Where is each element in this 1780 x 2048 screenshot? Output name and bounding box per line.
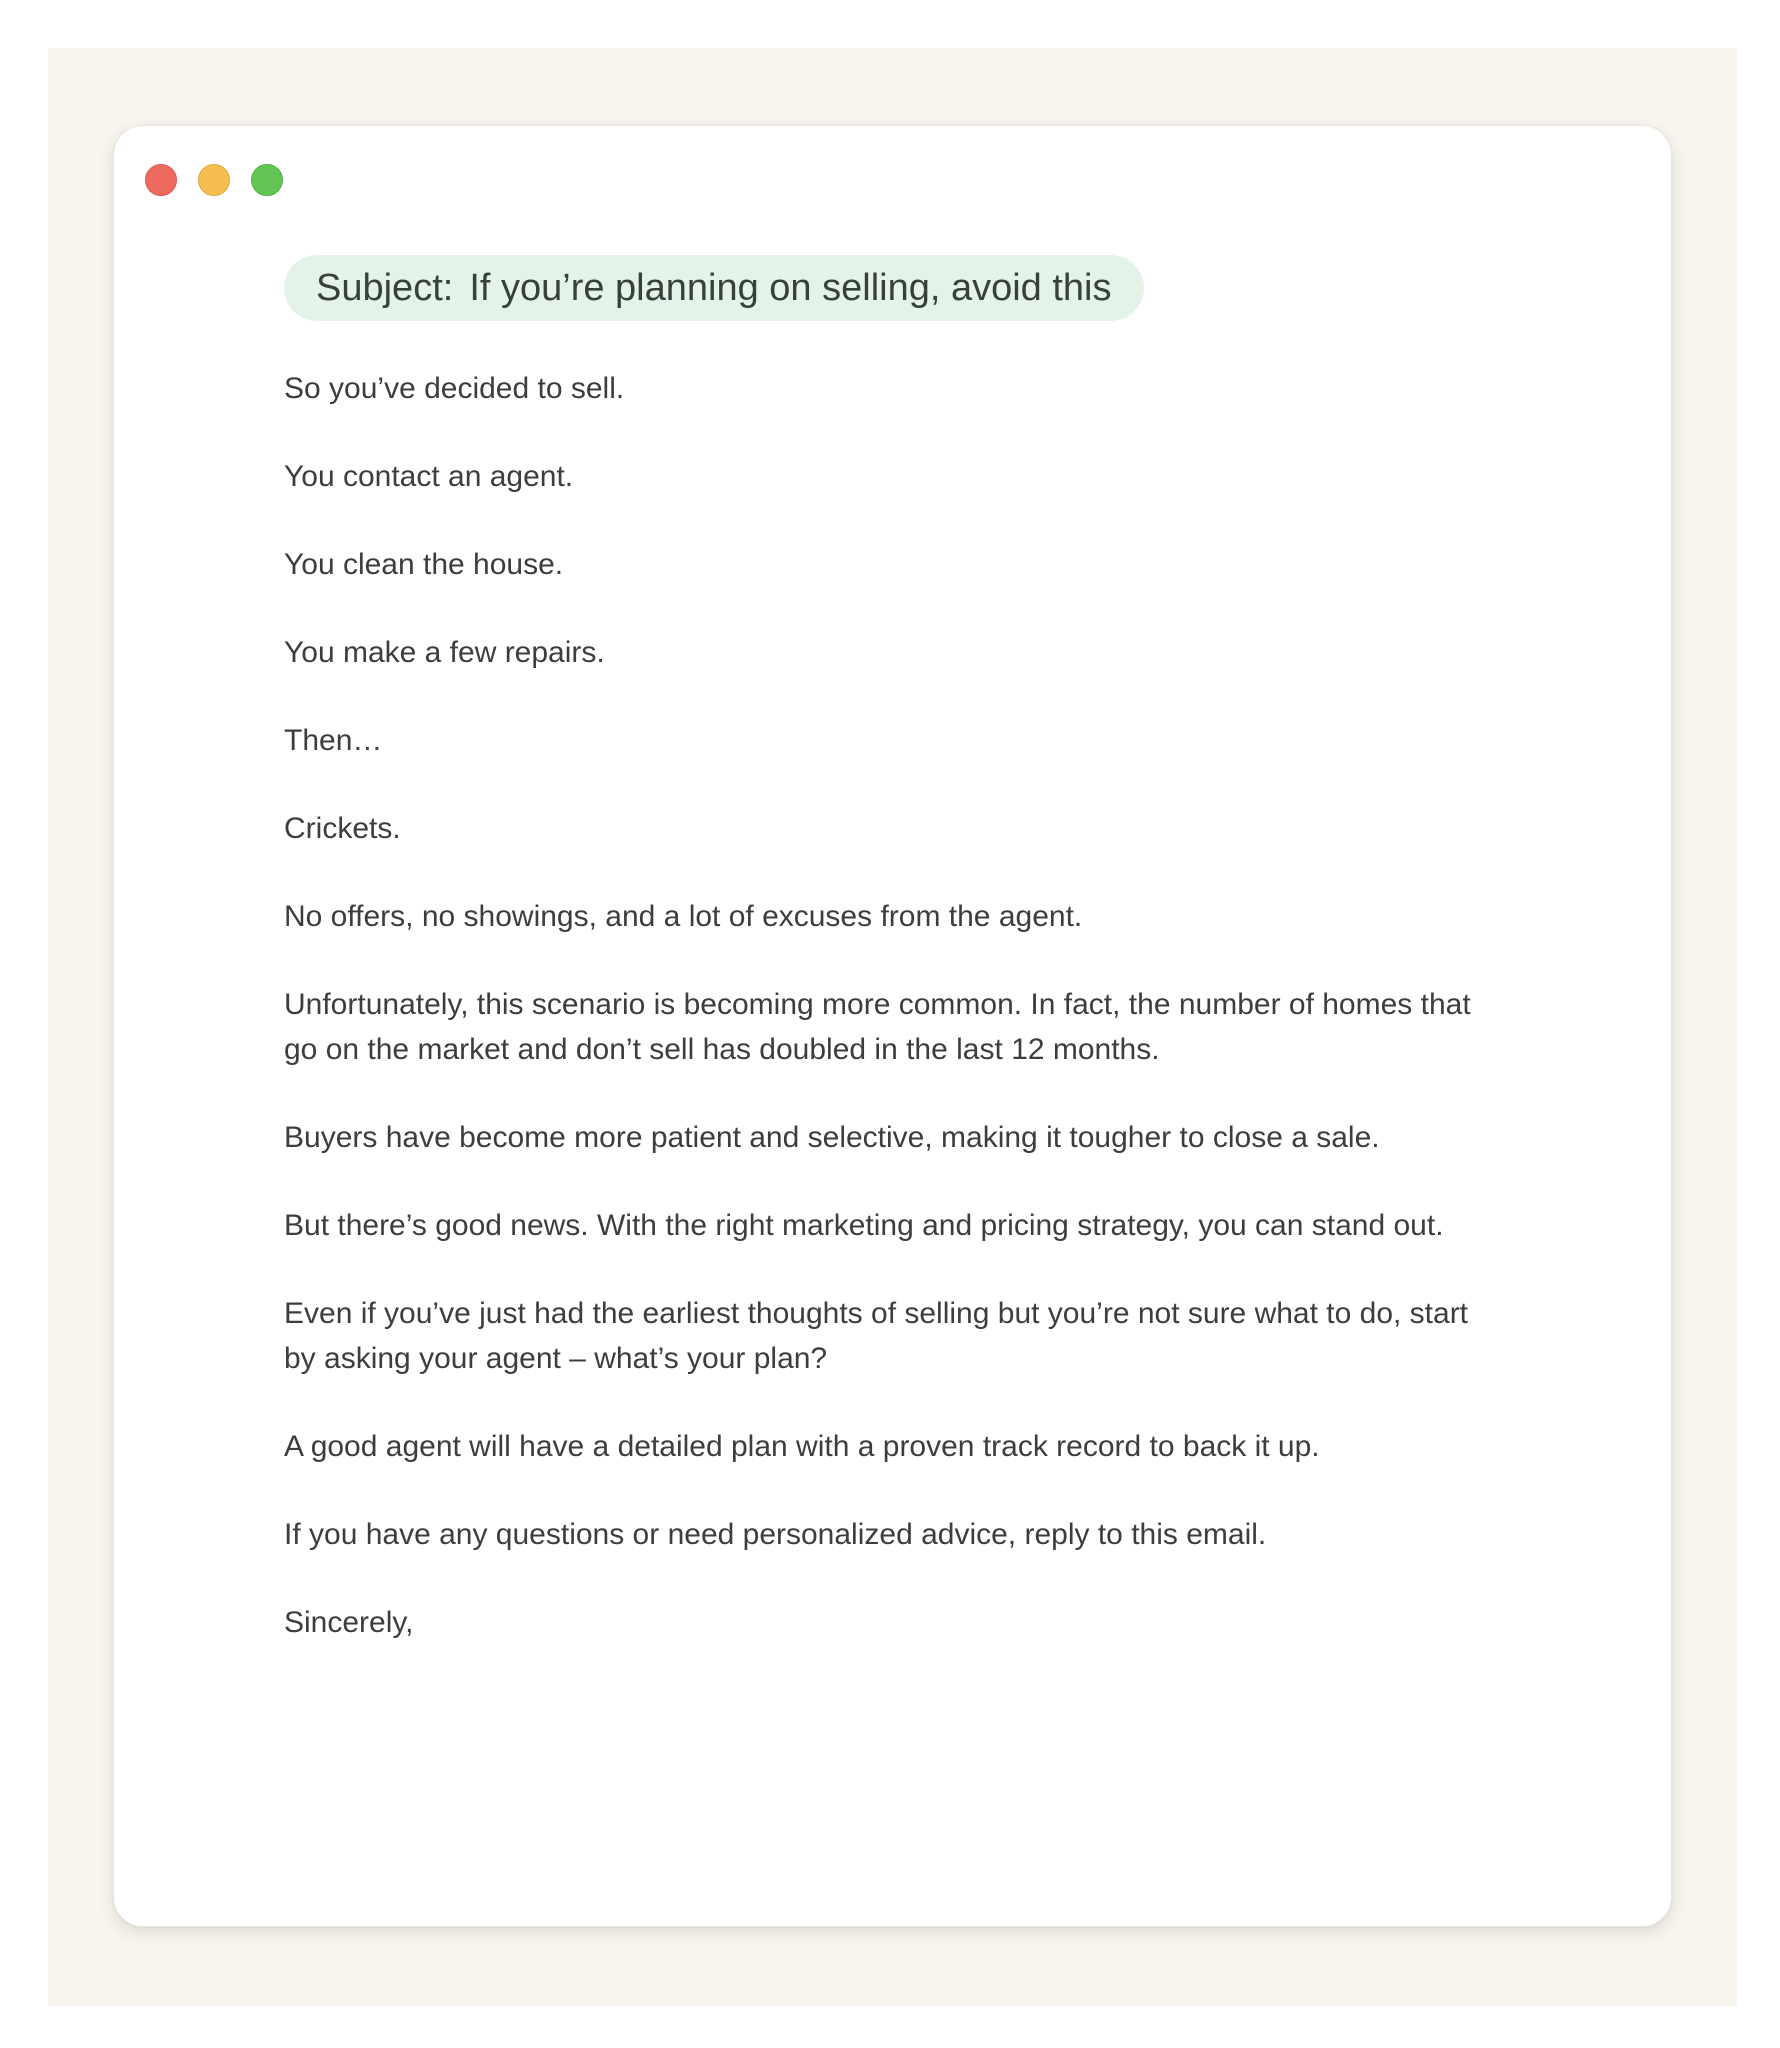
maximize-window-button[interactable] <box>251 164 283 196</box>
email-paragraph: Then… <box>284 724 383 757</box>
minimize-window-button[interactable] <box>198 164 230 196</box>
subject-line <box>284 255 1144 321</box>
email-signoff: Sincerely, <box>284 1606 414 1639</box>
email-body <box>284 366 1494 1688</box>
email-window <box>113 125 1672 1927</box>
subject-label: Subject: <box>316 266 454 309</box>
window-controls <box>145 164 283 196</box>
email-paragraph: Even if you’ve just had the earliest thoughts of selling but you’re not sure what to do, start by asking your agent – what’s your plan? <box>284 1297 1469 1375</box>
email-paragraph: You contact an agent. <box>284 460 574 493</box>
email-paragraph: You clean the house. <box>284 548 564 581</box>
email-paragraph: If you have any questions or need personalized advice, reply to this email. <box>284 1518 1267 1551</box>
email-paragraph: A good agent will have a detailed plan with a proven track record to back it up. <box>284 1430 1320 1463</box>
email-paragraph: No offers, no showings, and a lot of excuses from the agent. <box>284 900 1083 933</box>
email-paragraph: Crickets. <box>284 812 401 845</box>
close-window-button[interactable] <box>145 164 177 196</box>
email-paragraph: Buyers have become more patient and selective, making it tougher to close a sale. <box>284 1121 1380 1154</box>
email-paragraph: Unfortunately, this scenario is becoming more common. In fact, the number of homes that go on the market and don’t sell has doubled in the last 12 months. <box>284 988 1471 1066</box>
email-paragraph: So you’ve decided to sell. <box>284 372 625 405</box>
subject-text: If you’re planning on selling, avoid this <box>469 266 1112 309</box>
email-paragraph: But there’s good news. With the right marketing and pricing strategy, you can stand out. <box>284 1209 1444 1242</box>
email-paragraph: You make a few repairs. <box>284 636 605 669</box>
